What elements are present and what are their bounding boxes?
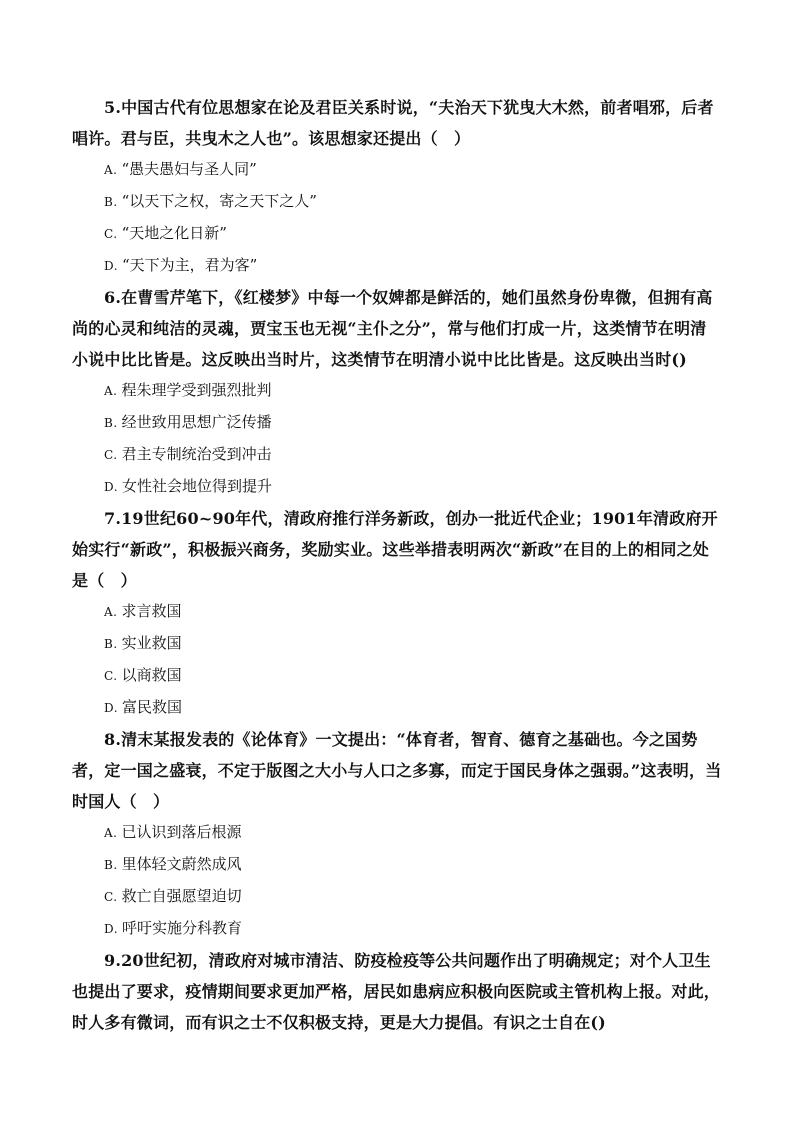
option-letter: D. — [104, 480, 119, 494]
option-letter: B. — [104, 195, 118, 209]
option-d[interactable] — [72, 250, 722, 282]
option-text: 富民救国 — [122, 698, 183, 716]
question-stem: 7.19世纪60~90年代，清政府推行洋务新政，创办一批近代企业；1901年清政府开始实行“新政”，积极振兴商务，奖励实业。这些举措表明两次“新政”在目的上的相同之处是（ ） — [72, 509, 718, 590]
question-stem: 5.中国古代有位思想家在论及君臣关系时说，“夫治天下犹曳大木然，前者唱邪，后者唱许。君与臣，共曳木之人也”。该思想家还提出（ ） — [72, 98, 714, 148]
option-c[interactable] — [72, 660, 722, 692]
question-8 — [72, 724, 722, 945]
option-letter: B. — [104, 858, 118, 872]
question-6 — [72, 282, 722, 503]
question-stem: 6.在曹雪芹笔下，《红楼梦》中每一个奴婢都是鲜活的，她们虽然身份卑微，但拥有高尚的心灵和纯洁的灵魂，贾宝玉也无视“主仆之分”，常与他们打成一片，这类情节在明清小说中比比皆是。这反映出当时片，这类情节在明清小说中比比皆是。这反映出当时() — [72, 288, 713, 369]
exam-page — [72, 92, 722, 1038]
option-text: 实业救国 — [121, 634, 182, 652]
option-letter: A. — [104, 384, 118, 398]
option-letter: B. — [104, 416, 118, 430]
option-c[interactable] — [72, 881, 722, 913]
option-letter: B. — [104, 637, 118, 651]
option-list — [72, 154, 722, 282]
option-d[interactable] — [72, 471, 722, 503]
option-text: 呼吁实施分科教育 — [122, 919, 243, 937]
option-text: 女性社会地位得到提升 — [122, 477, 273, 495]
option-text: 里体轻文蔚然成风 — [121, 855, 242, 873]
option-b[interactable] — [72, 407, 722, 439]
option-letter: A. — [104, 163, 118, 177]
option-letter: C. — [104, 669, 118, 683]
option-text: “以天下之权，寄之天下之人” — [121, 192, 317, 210]
option-text: 程朱理学受到强烈批判 — [121, 381, 272, 399]
option-letter: C. — [104, 890, 118, 904]
option-a[interactable] — [72, 817, 722, 849]
option-a[interactable] — [72, 154, 722, 186]
option-text: 经世致用思想广泛传播 — [121, 413, 272, 431]
option-text: “天地之化日新” — [121, 224, 227, 242]
option-c[interactable] — [72, 439, 722, 471]
option-a[interactable] — [72, 375, 722, 407]
option-text: 求言救国 — [121, 602, 182, 620]
option-text: 君主专制统治受到冲击 — [121, 445, 272, 463]
option-b[interactable] — [72, 628, 722, 660]
option-letter: C. — [104, 227, 118, 241]
option-c[interactable] — [72, 218, 722, 250]
question-stem: 9.20世纪初，清政府对城市清洁、防疫检疫等公共问题作出了明确规定；对个人卫生也提出了要求，疫情期间要求更加严格，居民如患病应积极向医院或主管机构上报。对此，时人多有微词，而有识之士不仅积极支持，更是大力提倡。有识之士自在() — [72, 951, 721, 1032]
option-letter: A. — [104, 605, 118, 619]
option-letter: A. — [104, 826, 118, 840]
question-7 — [72, 503, 722, 724]
option-text: 已认识到落后根源 — [121, 823, 242, 841]
option-d[interactable] — [72, 913, 722, 945]
option-text: “天下为主，君为客” — [122, 256, 258, 274]
option-letter: D. — [104, 922, 119, 936]
question-stem: 8.清末某报发表的《论体育》一文提出：“体育者，智育、德育之基础也。今之国势者，定一国之盛衰，不定于版图之大小与人口之多寡，而定于国民身体之强弱。”这表明，当时国人（ ） — [72, 730, 722, 811]
option-letter: D. — [104, 259, 119, 273]
option-b[interactable] — [72, 849, 722, 881]
option-text: 以商救国 — [121, 666, 182, 684]
question-9 — [72, 945, 722, 1038]
option-list — [72, 375, 722, 503]
option-list — [72, 596, 722, 724]
option-d[interactable] — [72, 692, 722, 724]
option-a[interactable] — [72, 596, 722, 628]
option-text: 救亡自强愿望迫切 — [121, 887, 242, 905]
option-b[interactable] — [72, 186, 722, 218]
option-list — [72, 817, 722, 945]
option-letter: C. — [104, 448, 118, 462]
question-5 — [72, 92, 722, 282]
option-letter: D. — [104, 701, 119, 715]
option-text: “愚夫愚妇与圣人同” — [121, 160, 257, 178]
